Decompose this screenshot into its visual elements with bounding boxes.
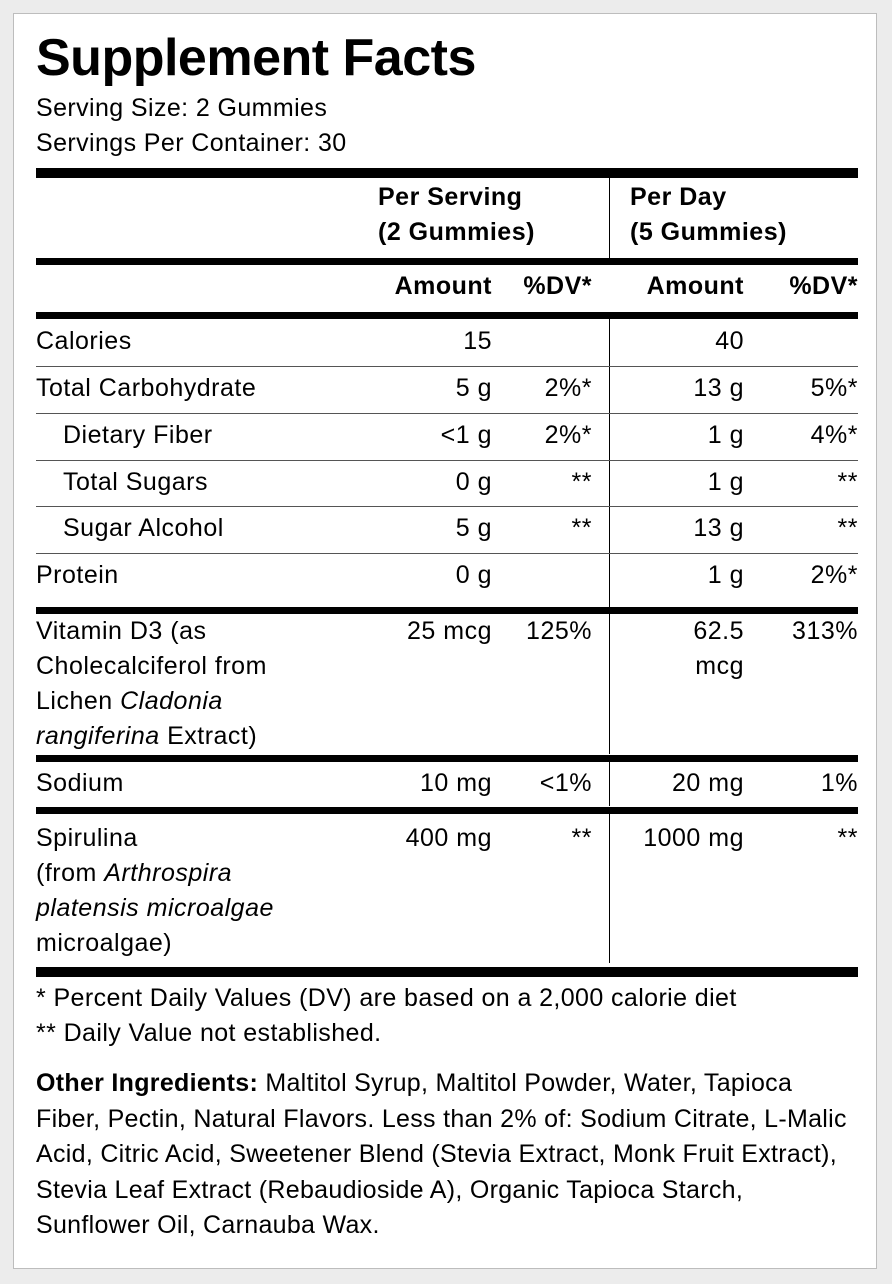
serving-amount: 5 g (455, 374, 492, 402)
column-divider (609, 814, 610, 963)
serving-amount: 15 (463, 327, 492, 355)
row-divider (36, 413, 858, 414)
per-serving-header-line1: Per Serving (378, 183, 523, 211)
serving-dv: ** (571, 824, 592, 852)
column-divider (609, 614, 610, 754)
nutrient-name: Sodium (36, 769, 124, 797)
day-dv: ** (837, 514, 858, 542)
day-amount: 13 g (693, 374, 744, 402)
nutrient-name-line1: Vitamin D3 (as (36, 617, 207, 645)
name-text: Lichen (36, 687, 121, 715)
header-divider (36, 258, 858, 265)
row-divider (36, 553, 858, 554)
day-amount: 1 g (707, 468, 744, 496)
day-dv: ** (837, 468, 858, 496)
row-divider (36, 366, 858, 367)
day-dv: 313% (792, 617, 858, 645)
day-amount-line1: 62.5 (693, 617, 744, 645)
nutrient-name: Total Carbohydrate (36, 374, 257, 402)
serving-dv: ** (571, 468, 592, 496)
nutrient-name-line3 (36, 891, 274, 926)
footnote-dv: * Percent Daily Values (DV) are based on a 2,000 calorie diet (36, 984, 737, 1012)
day-amount: 20 mg (672, 769, 744, 797)
section-divider (36, 607, 858, 614)
supplement-facts-panel (13, 13, 877, 1269)
name-text: (from (36, 859, 105, 887)
day-dv: ** (837, 824, 858, 852)
thick-divider (36, 168, 858, 178)
dv-header-day: %DV* (789, 272, 858, 300)
serving-amount: 400 mg (405, 824, 492, 852)
name-italic-text: Arthrospira (104, 859, 233, 887)
day-amount-line2: mcg (695, 652, 744, 680)
serving-amount: 25 mcg (407, 617, 492, 645)
nutrient-name-line3 (36, 684, 223, 719)
other-ingredients (36, 1066, 858, 1244)
per-serving-header-line2: (2 Gummies) (378, 218, 535, 246)
day-amount: 40 (715, 327, 744, 355)
section-divider (36, 807, 858, 814)
serving-dv: <1% (539, 769, 592, 797)
serving-size: Serving Size: 2 Gummies (36, 94, 328, 122)
nutrient-name: Dietary Fiber (63, 421, 213, 449)
panel-title: Supplement Facts (36, 29, 476, 87)
column-divider (609, 319, 610, 607)
amount-divider (36, 312, 858, 319)
day-dv: 1% (820, 769, 858, 797)
serving-dv: 2%* (544, 421, 592, 449)
serving-amount: 10 mg (420, 769, 492, 797)
name-text: Extract) (159, 722, 258, 750)
serving-amount: <1 g (440, 421, 492, 449)
per-day-header-line1: Per Day (630, 183, 727, 211)
other-ingredients-text: Maltitol Syrup, Maltitol Powder, Water, Tapioca Fiber, Pectin, Natural Flavors. Less than 2% of: Sodium Citrate, L-Malic Acid, Citric Acid, Sweetener Blend (Stevia Extract, Monk Fruit Extract), Stevia Leaf Extract (Rebaudioside A), Organic Tapioca Starch, Sunflower Oil, Carnauba Wax. (36, 1069, 847, 1239)
footnote-not-established: ** Daily Value not established. (36, 1019, 382, 1047)
thick-divider (36, 967, 858, 977)
day-dv: 5%* (810, 374, 858, 402)
other-ingredients-label: Other Ingredients: (36, 1069, 259, 1097)
section-divider (36, 755, 858, 762)
nutrient-name: Protein (36, 561, 119, 589)
amount-header-serving: Amount (394, 272, 492, 300)
name-italic-text: rangiferina (36, 722, 160, 750)
nutrient-name-line4: microalgae) (36, 929, 173, 957)
nutrient-name-line2: Cholecalciferol from (36, 652, 267, 680)
dv-header-serving: %DV* (523, 272, 592, 300)
servings-per-container: Servings Per Container: 30 (36, 129, 347, 157)
serving-dv: 2%* (544, 374, 592, 402)
column-divider (609, 168, 610, 259)
nutrient-name: Total Sugars (63, 468, 208, 496)
day-amount: 13 g (693, 514, 744, 542)
day-amount: 1 g (707, 561, 744, 589)
nutrient-name-line1: Spirulina (36, 824, 138, 852)
day-dv: 4%* (810, 421, 858, 449)
name-italic-text: Cladonia (120, 687, 223, 715)
serving-dv: ** (571, 514, 592, 542)
nutrient-name: Calories (36, 327, 132, 355)
nutrient-name: Sugar Alcohol (63, 514, 224, 542)
serving-amount: 0 g (455, 468, 492, 496)
serving-amount: 5 g (455, 514, 492, 542)
day-amount: 1 g (707, 421, 744, 449)
row-divider (36, 460, 858, 461)
nutrient-name-line4 (36, 719, 257, 754)
serving-amount: 0 g (455, 561, 492, 589)
amount-header-day: Amount (646, 272, 744, 300)
per-day-header-line2: (5 Gummies) (630, 218, 787, 246)
nutrient-name-line2 (36, 856, 232, 891)
serving-dv: 125% (526, 617, 592, 645)
day-dv: 2%* (810, 561, 858, 589)
name-italic-text: platensis microalgae (36, 894, 274, 922)
day-amount: 1000 mg (643, 824, 744, 852)
row-divider (36, 506, 858, 507)
column-divider (609, 762, 610, 806)
